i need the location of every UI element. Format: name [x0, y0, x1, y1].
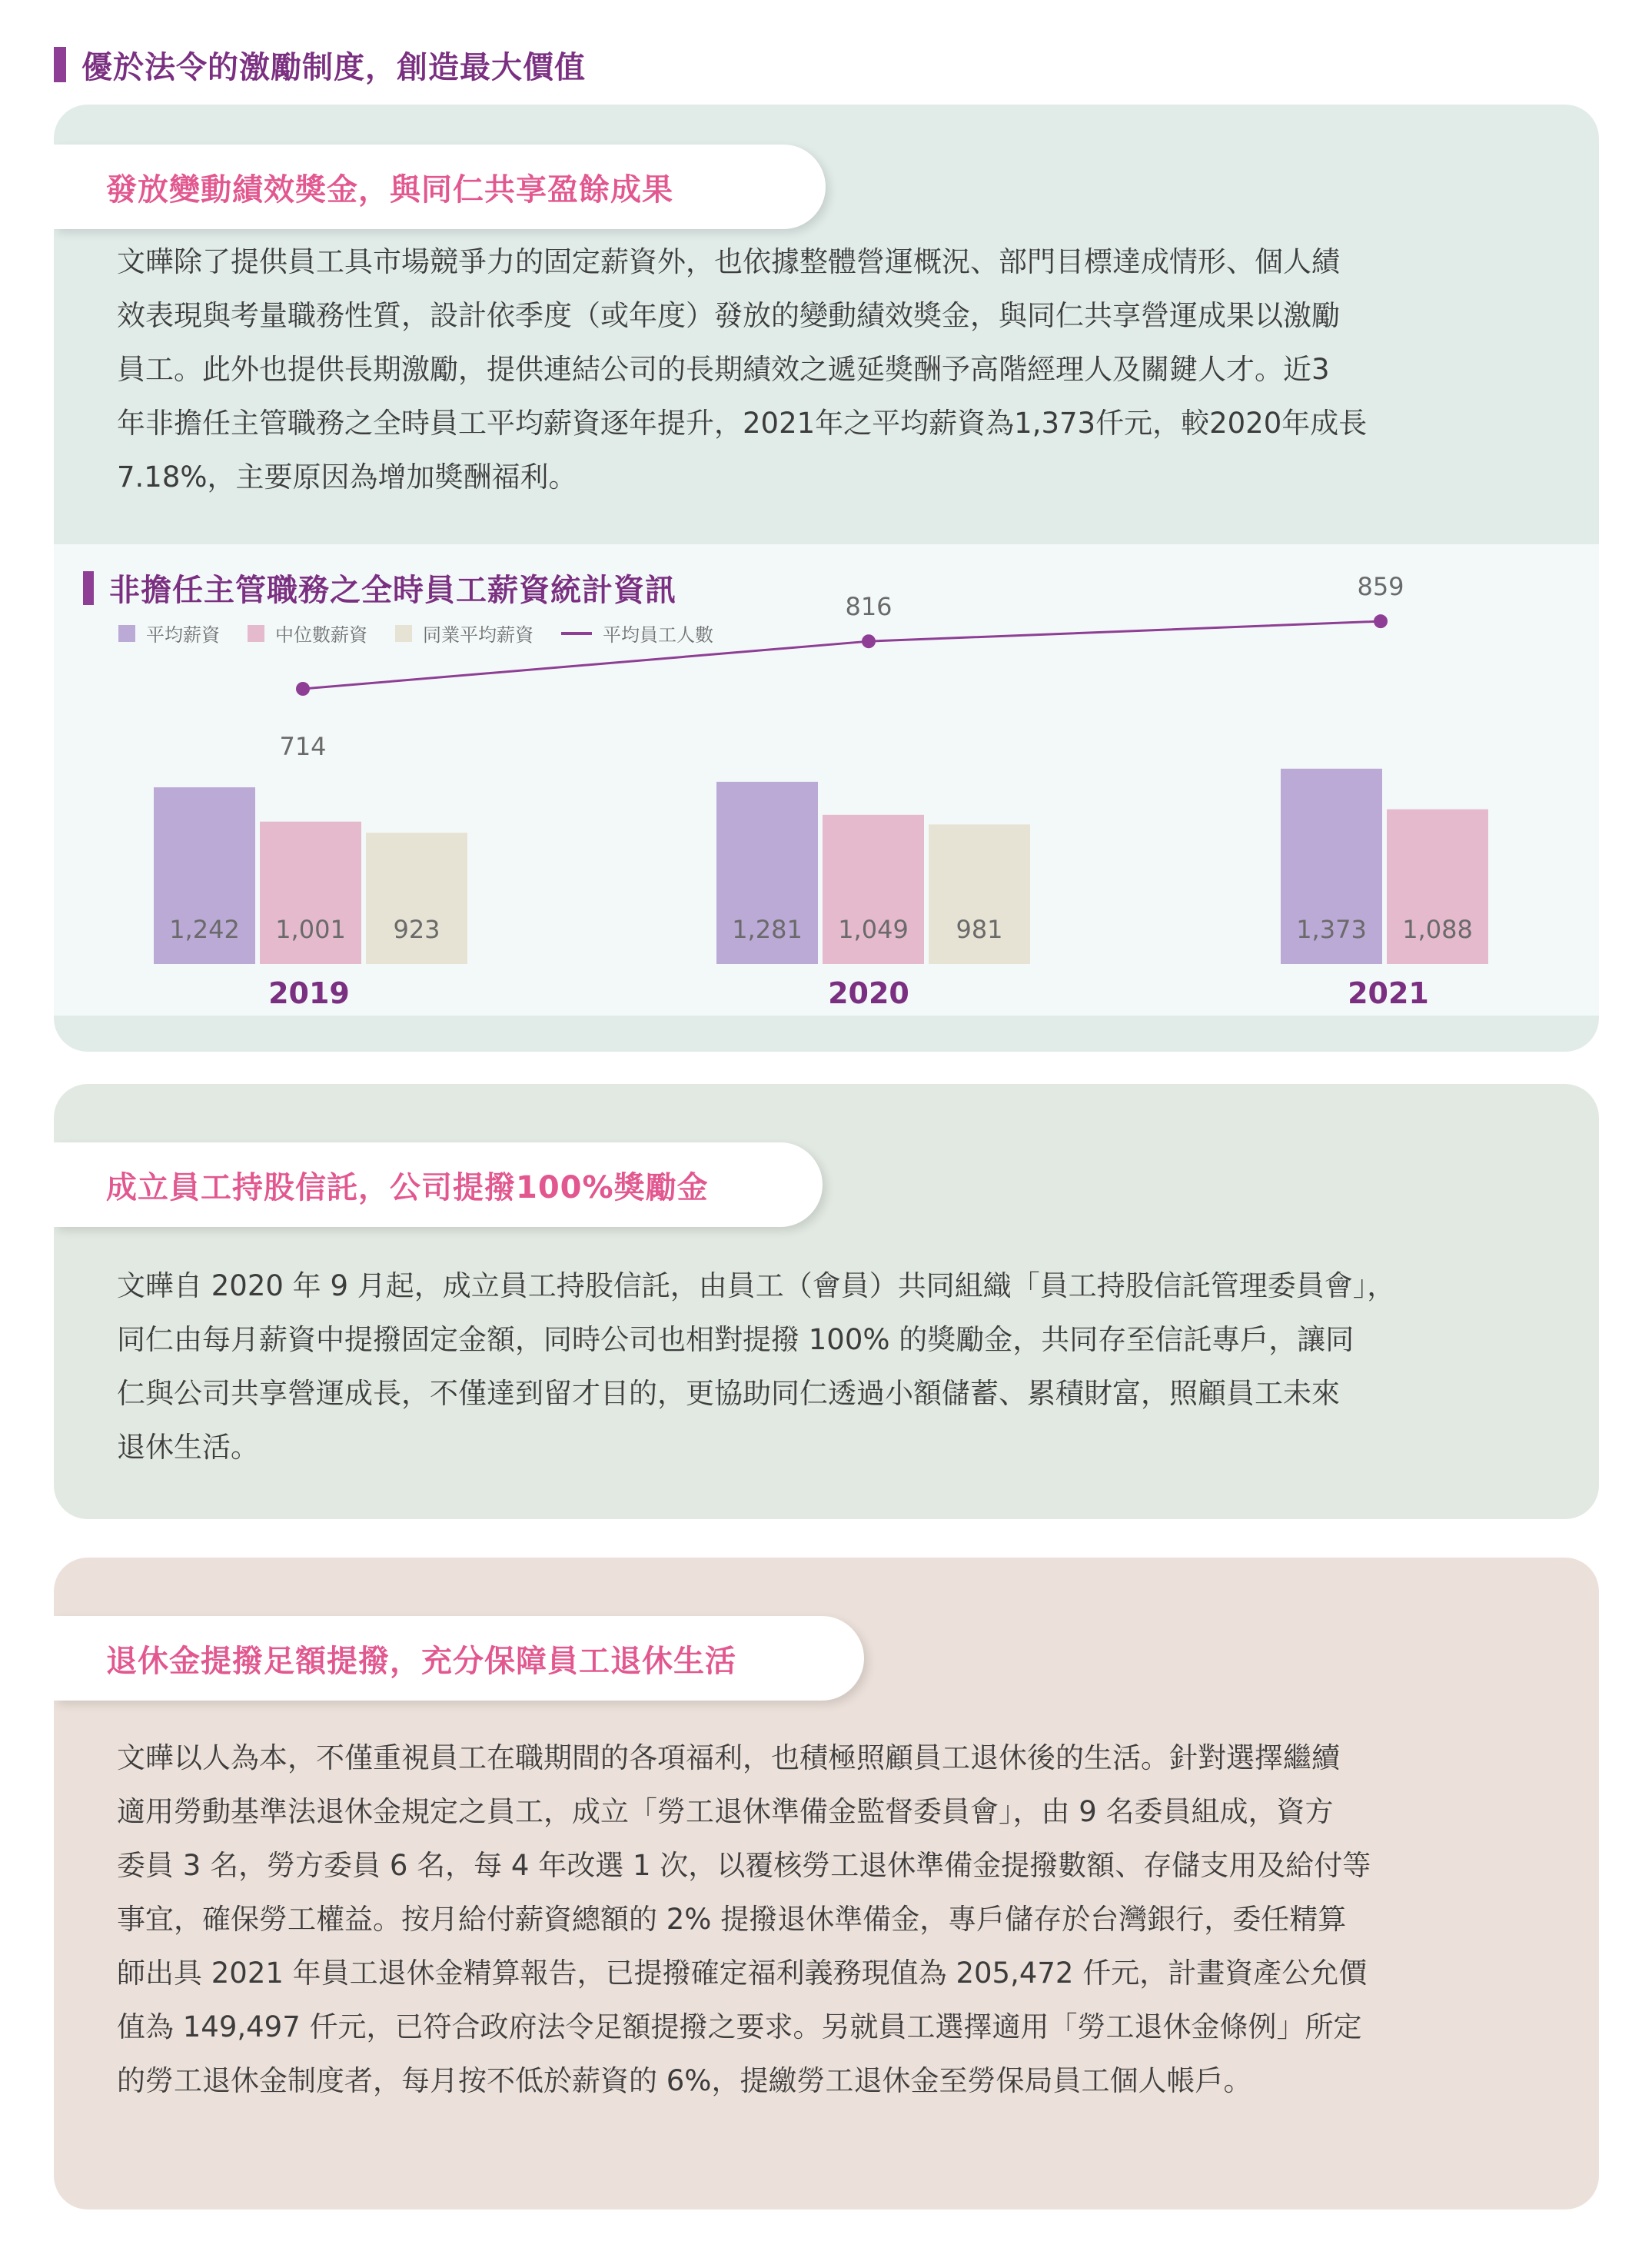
body-line: 適用勞動基準法退休金規定之員工，成立「勞工退休準備金監督委員會」，由 9 名委員組成，資方 [117, 1795, 1334, 1828]
body-line: 7.18%，主要原因為增加獎酬福利。 [117, 461, 577, 494]
legend-label: 同業平均薪資 [423, 624, 533, 646]
body-line: 值為 149,497 仟元，已符合政府法令足額提撥之要求。另就員工選擇適用「勞工退休金條例」所定 [117, 2010, 1362, 2043]
section-heading: 退休金提撥足額提撥，充分保障員工退休生活 [106, 1643, 736, 1679]
headcount-label: 859 [1357, 572, 1404, 602]
bar-value-label: 1,281 [732, 915, 803, 944]
section-heading-tab [54, 145, 826, 229]
bar [366, 833, 467, 964]
body-line: 師出具 2021 年員工退休金精算報告，已提撥確定福利義務現值為 205,472 仟元，計畫資產公允價 [117, 1957, 1368, 1990]
section-heading: 成立員工持股信託，公司提撥100%獎勵金 [106, 1169, 709, 1205]
body-line: 員工。此外也提供長期激勵，提供連結公司的長期績效之遞延獎酬予高階經理人及關鍵人才。近3 [117, 353, 1330, 386]
bar-value-label: 981 [956, 915, 1003, 944]
body-line: 的勞工退休金制度者，每月按不低於薪資的 6%，提繳勞工退休金至勞保局員工個人帳戶。 [117, 2064, 1252, 2097]
body-line: 效表現與考量職務性質，設計依季度（或年度）發放的變動績效獎金，與同仁共享營運成果以激勵 [117, 299, 1340, 332]
bar-value-label: 1,373 [1296, 915, 1367, 944]
headcount-point [862, 634, 876, 648]
section-heading: 發放變動績效獎金，與同仁共享盈餘成果 [106, 171, 673, 208]
section-heading-tab [54, 1616, 864, 1701]
esop-section [54, 1084, 1599, 1519]
bar-value-label: 1,242 [169, 915, 240, 944]
section-body [117, 1731, 1517, 2108]
body-line: 年非擔任主管職務之全時員工平均薪資逐年提升，2021年之平均薪資為1,373仟元，較2020年成長 [117, 407, 1368, 440]
year-label: 2019 [268, 976, 350, 1010]
header-accent-bar [54, 47, 66, 82]
pension-section [54, 1558, 1599, 2209]
body-line: 文曄以人為本，不僅重視員工在職期間的各項福利，也積極照顧員工退休後的生活。針對選擇繼續 [117, 1741, 1340, 1774]
legend-label: 平均薪資 [146, 624, 220, 646]
year-label: 2020 [828, 976, 909, 1010]
page-title: 優於法令的激勵制度，創造最大價值 [81, 49, 586, 85]
section-heading-tab [54, 1142, 823, 1227]
headcount-point [296, 682, 310, 696]
body-line: 仁與公司共享營運成長，不僅達到留才目的，更協助同仁透過小額儲蓄、累積財富，照顧員工未來 [117, 1377, 1340, 1410]
legend-label: 中位數薪資 [275, 624, 367, 646]
salary-chart [54, 544, 1599, 1016]
headcount-label: 714 [279, 732, 327, 761]
section-body [117, 235, 1517, 504]
headcount-point [1374, 614, 1388, 628]
headcount-line [303, 621, 1381, 689]
chart-canvas [54, 544, 1599, 1016]
bar-value-label: 1,049 [838, 915, 909, 944]
body-line: 文曄自 2020 年 9 月起，成立員工持股信託，由員工（會員）共同組織「員工持股信託管理委員會」， [117, 1269, 1396, 1302]
body-line: 委員 3 名，勞方委員 6 名，每 4 年改選 1 次，以覆核勞工退休準備金提撥數額、存儲支用及給付等 [117, 1849, 1371, 1882]
year-label: 2021 [1348, 976, 1429, 1010]
page-header [54, 45, 586, 85]
bar-value-label: 1,088 [1402, 915, 1473, 944]
headcount-label: 816 [845, 592, 892, 622]
bar-value-label: 923 [393, 915, 440, 944]
section-body [117, 1259, 1517, 1475]
body-line: 文曄除了提供員工具市場競爭力的固定薪資外，也依據整體營運概況、部門目標達成情形、個人績 [117, 245, 1340, 278]
body-line: 事宜，確保勞工權益。按月給付薪資總額的 2% 提撥退休準備金，專戶儲存於台灣銀行，委任精算 [117, 1903, 1347, 1936]
legend-label: 平均員工人數 [603, 624, 713, 646]
bonus-section [54, 105, 1599, 1052]
body-line: 同仁由每月薪資中提撥固定金額，同時公司也相對提撥 100% 的獎勵金，共同存至信託專戶，讓同 [117, 1323, 1355, 1356]
chart-title-text: 非擔任主管職務之全時員工薪資統計資訊 [109, 573, 676, 608]
body-line: 退休生活。 [117, 1431, 259, 1464]
bar-value-label: 1,001 [275, 915, 346, 944]
